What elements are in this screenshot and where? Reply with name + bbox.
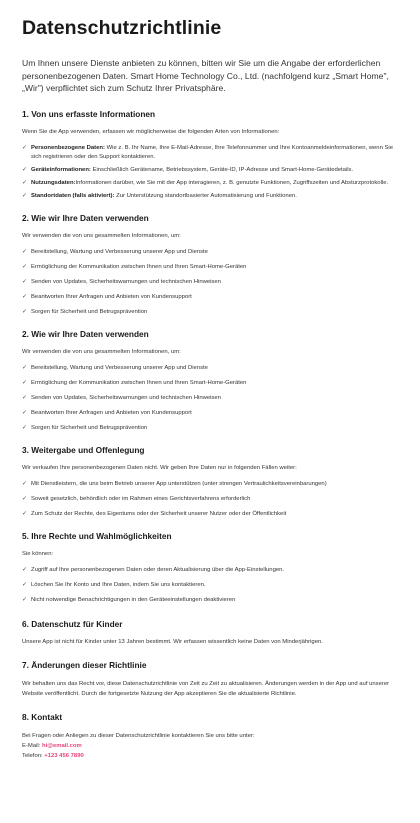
- check-icon: ✓: [22, 496, 28, 503]
- check-icon: ✓: [22, 365, 28, 372]
- list-item: ✓ Ermöglichung der Kommunikation zwischen Ihnen und Ihren Smart-Home-Geräten: [22, 263, 247, 271]
- check-icon: ✓: [22, 264, 28, 271]
- list-item: ✓ Nicht notwendige Benachrichtigungen in den Geräteeinstellungen deaktivieren: [22, 596, 236, 604]
- check-icon: ✓: [22, 294, 28, 301]
- section-1-list: [22, 144, 398, 201]
- list-item: ✓ Bereitstellung, Wartung und Verbesserung unserer App und Dienste: [22, 364, 208, 372]
- check-icon: ✓: [22, 380, 28, 387]
- list-item: ✓ Zugriff auf Ihre personenbezogenen Daten oder deren Aktualisierung über die App-Einstellungen.: [22, 566, 285, 574]
- section-6-text: Unsere App ist nicht für Kinder unter 13 Jahren bestimmt. Wir erfassen wissentlich keine Daten von Minderjährigen.: [22, 638, 323, 645]
- section-5-heading: 5. Ihre Rechte und Wahlmöglichkeiten: [22, 530, 172, 541]
- list-item: ✓ Sorgen für Sicherheit und Betrugsprävention: [22, 424, 148, 432]
- section-2b-list: [22, 364, 398, 433]
- section-7-heading: 7. Änderungen dieser Richtlinie: [22, 659, 147, 670]
- section-5-lead: Sie können:: [22, 550, 54, 557]
- section-1-lead: Wenn Sie die App verwenden, erfassen wir möglicherweise die folgenden Arten von Informationen:: [22, 128, 280, 135]
- check-icon: ✓: [22, 511, 28, 518]
- section-3-lead: Wir verkaufen Ihre personenbezogenen Daten nicht. Wir geben Ihre Daten nur in folgenden Fällen weiter:: [22, 464, 297, 471]
- list-item: ✓ Löschen Sie Ihr Konto und Ihre Daten, indem Sie uns kontaktieren.: [22, 581, 206, 589]
- section-2-lead: Wir verwenden die von uns gesammelten Informationen, um:: [22, 232, 181, 239]
- section-2b-lead: Wir verwenden die von uns gesammelten Informationen, um:: [22, 348, 181, 355]
- section-2b-heading: 2. Wie wir Ihre Daten verwenden: [22, 328, 149, 339]
- section-2-heading: 2. Wie wir Ihre Daten verwenden: [22, 212, 149, 223]
- contact-email-line: E-Mail: hi@email.com: [22, 742, 82, 749]
- list-item: ✓ Geräteinformationen: Einschließlich Gerätename, Betriebssystem, Geräte-ID, IP-Adresse und Smart-Home-Gerätedetails.: [22, 166, 354, 174]
- section-3-heading: 3. Weitergabe und Offenlegung: [22, 444, 145, 455]
- check-icon: ✓: [22, 309, 28, 316]
- check-icon: ✓: [22, 193, 28, 200]
- list-item: ✓ Senden von Updates, Sicherheitswarnungen und technischen Hinweisen: [22, 278, 221, 286]
- check-icon: ✓: [22, 395, 28, 402]
- list-item: ✓ Zum Schutz der Rechte, des Eigentums oder der Sicherheit unserer Nutzer oder der Öffentlichkeit: [22, 510, 287, 518]
- check-icon: ✓: [22, 567, 28, 574]
- section-2-list: [22, 248, 398, 317]
- list-item: ✓ Bereitstellung, Wartung und Verbesserung unserer App und Dienste: [22, 248, 208, 256]
- check-icon: ✓: [22, 597, 28, 604]
- list-item: ✓ Standortdaten (falls aktiviert): Zur Unterstützung standortbasierter Automatisierung und Funktionen.: [22, 192, 297, 200]
- list-item: ✓ Personenbezogene Daten: Wie z. B. Ihr Name, Ihre E-Mail-Adresse, Ihre Telefonnummer und Ihre Kontoanmeldeinformationen, wenn Sie sich registrieren oder den Support kontaktieren.: [22, 144, 393, 160]
- page-title: Datenschutzrichtlinie: [22, 17, 222, 39]
- email-link[interactable]: hi@email.com: [41, 742, 82, 749]
- check-icon: ✓: [22, 425, 28, 432]
- check-icon: ✓: [22, 145, 28, 152]
- section-7-text: Wir behalten uns das Recht vor, diese Datenschutzrichtlinie von Zeit zu Zeit zu aktualisieren. Änderungen werden in der App und auf unserer Website veröffentlicht. Durch die fortgesetzte Nutzung der App akzeptieren Sie die aktualisierte Richtlinie.: [22, 680, 390, 697]
- list-item: ✓ Nutzungsdaten:Informationen darüber, wie Sie mit der App interagieren, z. B. genutzte Funktionen, Zugriffszeiten und Absturzprotokolle.: [22, 179, 389, 187]
- check-icon: ✓: [22, 180, 28, 187]
- list-item: ✓ Beantworten Ihrer Anfragen und Anbieten von Kundensupport: [22, 409, 192, 417]
- check-icon: ✓: [22, 167, 28, 174]
- list-item: ✓ Mit Dienstleistern, die uns beim Betrieb unserer App unterstützen (unter strengen Vertraulichkeitsvereinbarungen): [22, 480, 327, 488]
- check-icon: ✓: [22, 481, 28, 488]
- section-8-heading: 8. Kontakt: [22, 711, 63, 722]
- section-1-heading: 1. Von uns erfasste Informationen: [22, 108, 156, 119]
- list-item: ✓ Sorgen für Sicherheit und Betrugsprävention: [22, 308, 148, 316]
- list-item: ✓ Senden von Updates, Sicherheitswarnungen und technischen Hinweisen: [22, 394, 221, 402]
- check-icon: ✓: [22, 279, 28, 286]
- contact-phone-line: Telefon: +123 456 7890: [22, 752, 84, 759]
- list-item: ✓ Beantworten Ihrer Anfragen und Anbieten von Kundensupport: [22, 293, 192, 301]
- list-item: ✓ Ermöglichung der Kommunikation zwischen Ihnen und Ihren Smart-Home-Geräten: [22, 379, 247, 387]
- section-3-list: [22, 480, 398, 519]
- intro-paragraph: Um Ihnen unsere Dienste anbieten zu können, bitten wir Sie um die Angabe der erforderlichen personenbezogenen Daten. Smart Home Technology Co., Ltd. (nachfolgend kurz „Smart Home", „Wir") verpflichtet sich zum Schutz Ihrer Privatsphäre.: [22, 58, 389, 94]
- check-icon: ✓: [22, 410, 28, 417]
- section-8-lead: Bei Fragen oder Anliegen zu dieser Datenschutzrichtlinie kontaktieren Sie uns bitte unter:: [22, 732, 255, 739]
- list-item: ✓ Soweit gesetzlich, behördlich oder im Rahmen eines Gerichtsverfahrens erforderlich: [22, 495, 251, 503]
- section-6-heading: 6. Datenschutz für Kinder: [22, 618, 123, 629]
- phone-link[interactable]: +123 456 7890: [44, 752, 84, 759]
- check-icon: ✓: [22, 249, 28, 256]
- check-icon: ✓: [22, 582, 28, 589]
- section-5-list: [22, 566, 398, 605]
